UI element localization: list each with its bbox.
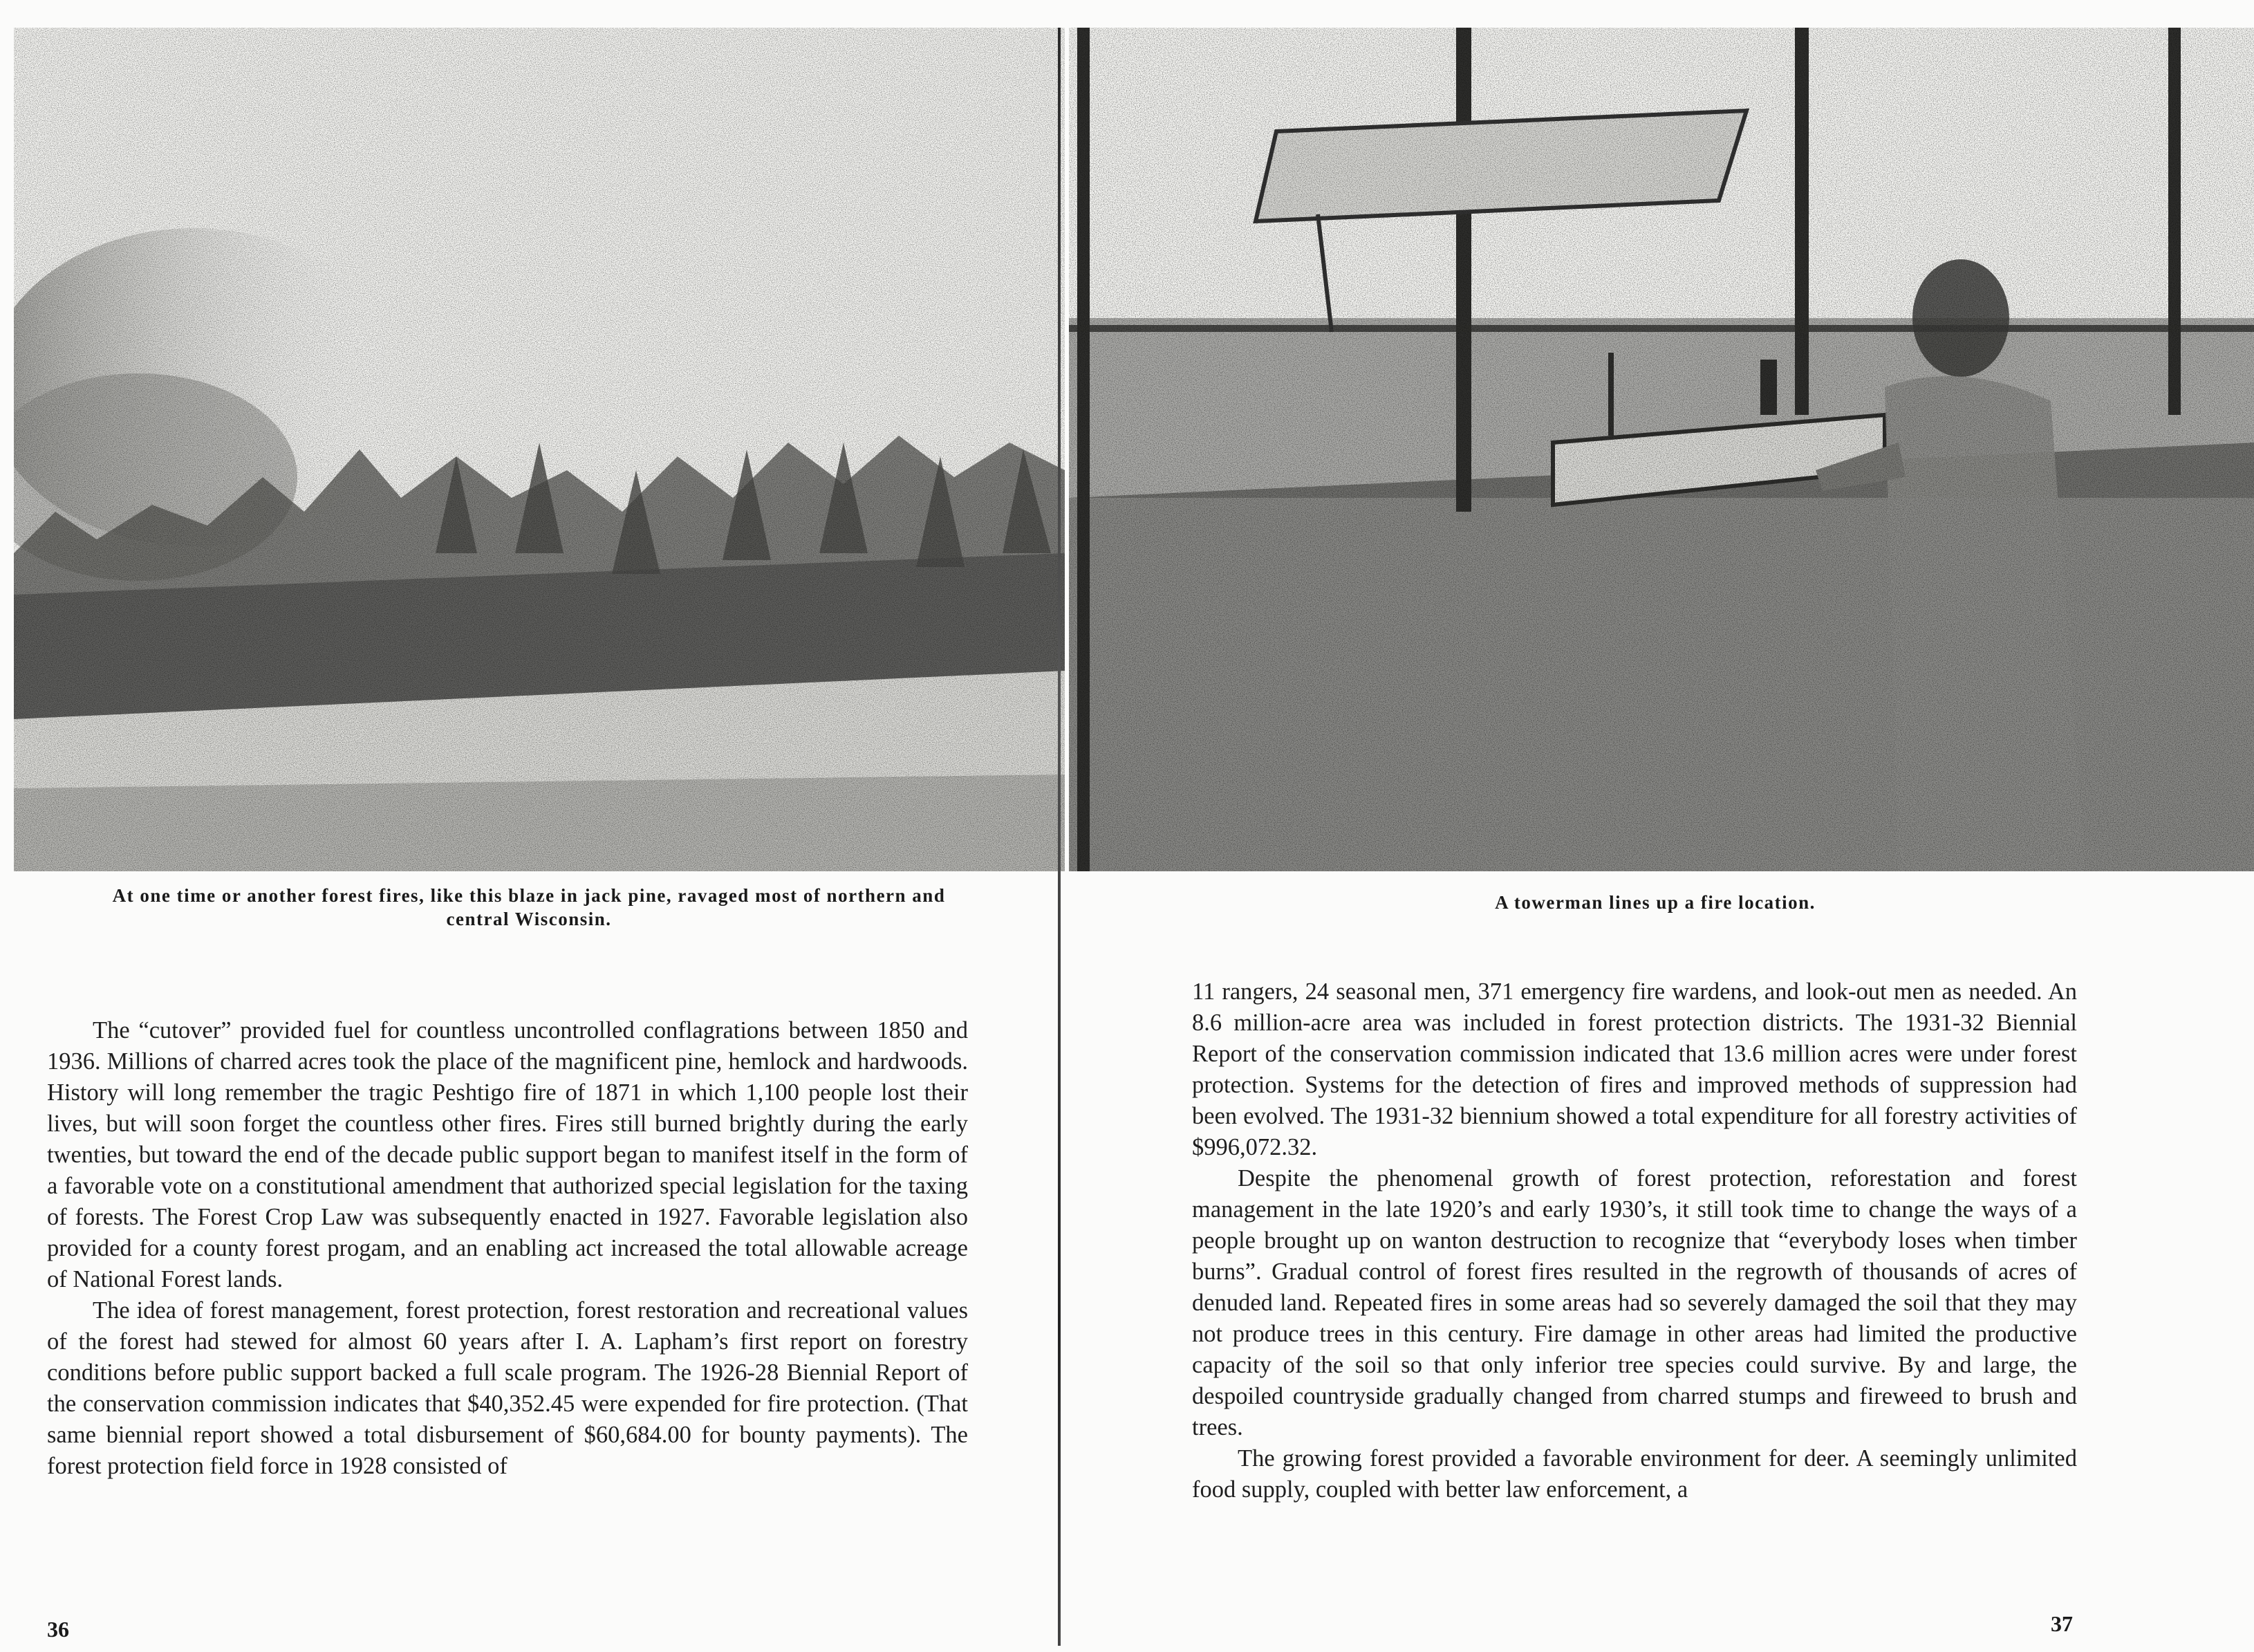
photo-caption-right: A towerman lines up a fire location. xyxy=(1495,892,1816,913)
left-paragraph: The idea of forest management, forest protection, forest restoration and recreational values of the forest had stewed for almost 60 years after I. A. Lapham’s first report on forestry conditions before public support backed a full scale program. The 1926-28 Biennial Report of the conservation commission indicates that $40,352.45 were expended for fire protection. (That same biennial report showed a total disbursement of $60,684.00 for bounty payments). The forest protection field force in 1928 consisted of xyxy=(47,1297,968,1479)
left-body-text xyxy=(47,1015,968,1482)
left-paragraph: The “cutover” provided fuel for countless uncontrolled conflagrations between 1850 and 1936. Millions of charred acres took the place of the magnificent pine, hemlock and hardwoods. History will long remember the tragic Peshtigo fire of 1871 in which 1,100 people lost their lives, but will soon forget the countless other fires. Fires still burned brightly during the early twenties, but toward the end of the decade public support began to manifest itself in the form of a favorable vote on a constitutional amendment that authorized special legislation for the taxing of forests. The Forest Crop Law was subsequently enacted in 1927. Favorable legislation also provided for a county forest progam, and an enabling act increased the total allowable acreage of National Forest lands. xyxy=(47,1017,968,1292)
right-body-text xyxy=(1192,976,2077,1505)
towerman-photo xyxy=(1069,28,2254,871)
page-number-right: 37 xyxy=(2051,1611,2073,1636)
left-page xyxy=(0,0,1058,1652)
photo-caption-left: At one time or another forest fires, like this blaze in jack pine, ravaged most of northern and central Wisconsin. xyxy=(112,885,946,929)
page-number-left: 36 xyxy=(47,1617,69,1642)
right-paragraph: 11 rangers, 24 seasonal men, 371 emergency fire wardens, and look-out men as needed. An 8.6 million-acre area was included in forest protection districts. The 1931-32 Biennial Report of the conservation commission indicated that 13.6 million acres were under forest protection. Systems for the detection of fires and improved methods of suppression had been evolved. The 1931-32 biennium showed a total expenditure for all forestry activities of $996,072.32. xyxy=(1192,978,2077,1160)
forest-fire-photo xyxy=(14,28,1065,871)
towerman-image xyxy=(1069,28,2254,871)
right-page xyxy=(1061,0,2254,1652)
right-paragraph: Despite the phenomenal growth of forest protection, reforestation and forest management in the late 1920’s and early 1930’s, it still took time to change the ways of a people brought up on wanton destruction to recognize that “everybody loses when timber burns”. Gradual control of forest fires resulted in the regrowth of thousands of acres of denuded land. Repeated fires in some areas had so severely damaged the soil that they may not produce trees in this century. Fire damage in other areas had limited the productive capacity of the soil so that only inferior tree species could survive. By and large, the despoiled countryside gradually changed from charred stumps and fireweed to brush and trees. xyxy=(1192,1165,2077,1440)
forest-fire-image xyxy=(14,28,1065,871)
right-paragraph: The growing forest provided a favorable environment for deer. A seemingly unlimited food supply, coupled with better law enforcement, a xyxy=(1192,1445,2077,1503)
